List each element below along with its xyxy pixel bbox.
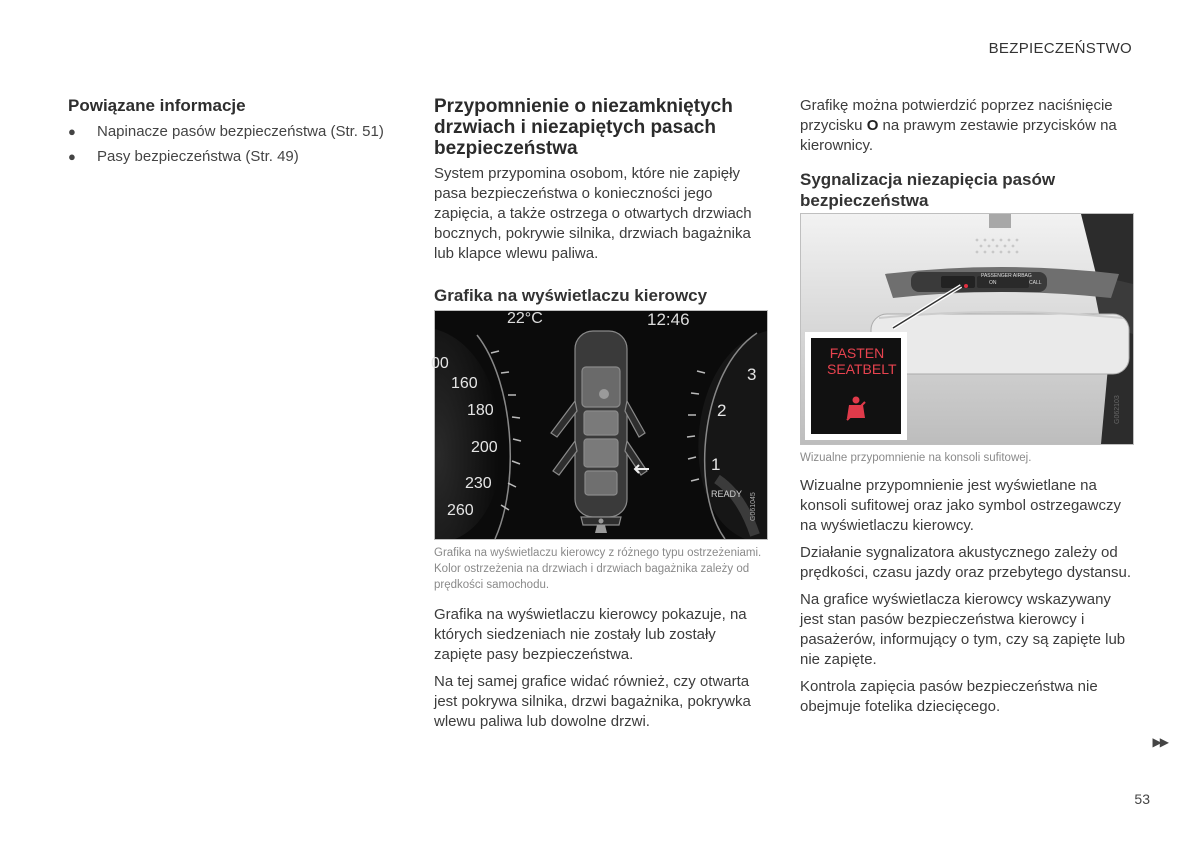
right-column <box>800 96 1134 717</box>
rpm-tick-label: 3 <box>747 365 757 384</box>
console-paragraph-4: Kontrola zapięcia pasów bezpieczeństwa nie obejmuje fotelika dziecięcego. <box>800 678 1098 715</box>
related-link-seatbelts[interactable] <box>68 147 408 167</box>
related-link-label: Napinacze pasów bezpieczeństwa (Str. 51) <box>97 123 384 140</box>
console-paragraph-1: Wizualne przypomnienie jest wyświetlane na konsoli sufitowej oraz jako symbol ostrzegawczy na wyświetlaczu kierowcy. <box>800 477 1121 534</box>
related-info <box>68 96 408 172</box>
page-number: 53 <box>1134 791 1150 807</box>
section-header: BEZPIECZEŃSTWO <box>988 40 1132 57</box>
console-paragraph-3: Na grafice wyświetlacza kierowcy wskazywany jest stan pasów bezpieczeństwa kierowcy i pasażerów, informujący o tym, czy są zapięte lub nie zapięte. <box>800 591 1126 668</box>
figure-code: G061045 <box>750 492 757 521</box>
driver-display-figure <box>431 310 768 540</box>
passenger-airbag-label: PASSENGER AIRBAG <box>981 273 1032 279</box>
intro-paragraph: System przypomina osobom, które nie zapięły pasa bezpieczeństwa o konieczności jego zapięcia, a także ostrzega o otwartych drzwiach bocznych, pokrywie silnika, drzwiach bagażnika lub klapce wlewu paliwa. <box>434 165 752 262</box>
speed-tick-label: 230 <box>465 475 492 492</box>
display-paragraph-2: Na tej samej grafice widać również, czy otwarta jest pokrywa silnika, drzwi bagażnika, pokrywka wlewu paliwa lub dowolne drzwi. <box>434 673 751 730</box>
speed-tick-label: 160 <box>451 375 478 392</box>
airbag-on-label: ON <box>989 280 997 286</box>
roof-console-graphic <box>801 214 1133 444</box>
console-caption: Wizualne przypomnienie na konsoli sufitowej. <box>800 452 1032 464</box>
speed-tick-label: 260 <box>447 502 474 519</box>
console-subheading: Sygnalizacja niezapięcia pasów bezpieczeństwa <box>800 170 1056 210</box>
rpm-tick-label: 1 <box>711 455 721 474</box>
related-heading: Powiązane informacje <box>68 96 246 115</box>
related-link-seatbelt-tensioners[interactable] <box>68 122 408 142</box>
continue-arrows-icon: ▶▶ <box>1152 735 1167 749</box>
speed-tick-label: 00 <box>431 355 449 372</box>
rpm-tick-label: 2 <box>717 401 727 420</box>
display-caption: Grafika na wyświetlaczu kierowcy z różnego typu ostrzeżeniami. Kolor ostrzeżenia na drzwiach i drzwiach bagażnika zależy od prędkości samochodu. <box>434 547 762 591</box>
bullet-icon: ● <box>68 149 76 164</box>
fasten-seatbelt-label <box>827 345 897 377</box>
article-title: Przypomnienie o niezamkniętych drzwiach i niezapiętych pasach bezpieczeństwa <box>434 96 733 159</box>
roof-console-figure <box>800 213 1134 445</box>
driver-display-graphic <box>435 311 767 539</box>
display-subheading: Grafika na wyświetlaczu kierowcy <box>434 286 708 305</box>
o-button-label: O <box>866 117 879 134</box>
speed-tick-label: 180 <box>467 402 494 419</box>
display-temperature: 22°C <box>507 310 543 327</box>
speed-tick-label: 200 <box>471 439 498 456</box>
display-time: 12:46 <box>647 310 690 329</box>
fasten-text: FASTEN <box>829 345 885 361</box>
figure-code: G062103 <box>1114 395 1121 424</box>
ready-indicator: READY <box>711 489 743 499</box>
related-list <box>68 122 408 167</box>
bullet-icon: ● <box>68 124 76 139</box>
on-call-label: CALL <box>1029 280 1042 286</box>
related-link-label: Pasy bezpieczeństwa (Str. 49) <box>97 148 299 165</box>
confirm-paragraph: Grafikę można potwierdzić poprzez naciśnięcie przycisku O na prawym zestawie przycisków na kierownicy. <box>800 97 1117 154</box>
console-paragraph-2: Działanie sygnalizatora akustycznego zależy od prędkości, czasu jazdy oraz przebytego dystansu. <box>800 544 1132 581</box>
main-article <box>431 96 768 732</box>
display-paragraph-1: Grafika na wyświetlaczu kierowcy pokazuje, na których siedzeniach nie zostały lub zostały zapięte pasy bezpieczeństwa. <box>434 606 747 663</box>
seatbelt-text: SEATBELT <box>827 361 897 377</box>
